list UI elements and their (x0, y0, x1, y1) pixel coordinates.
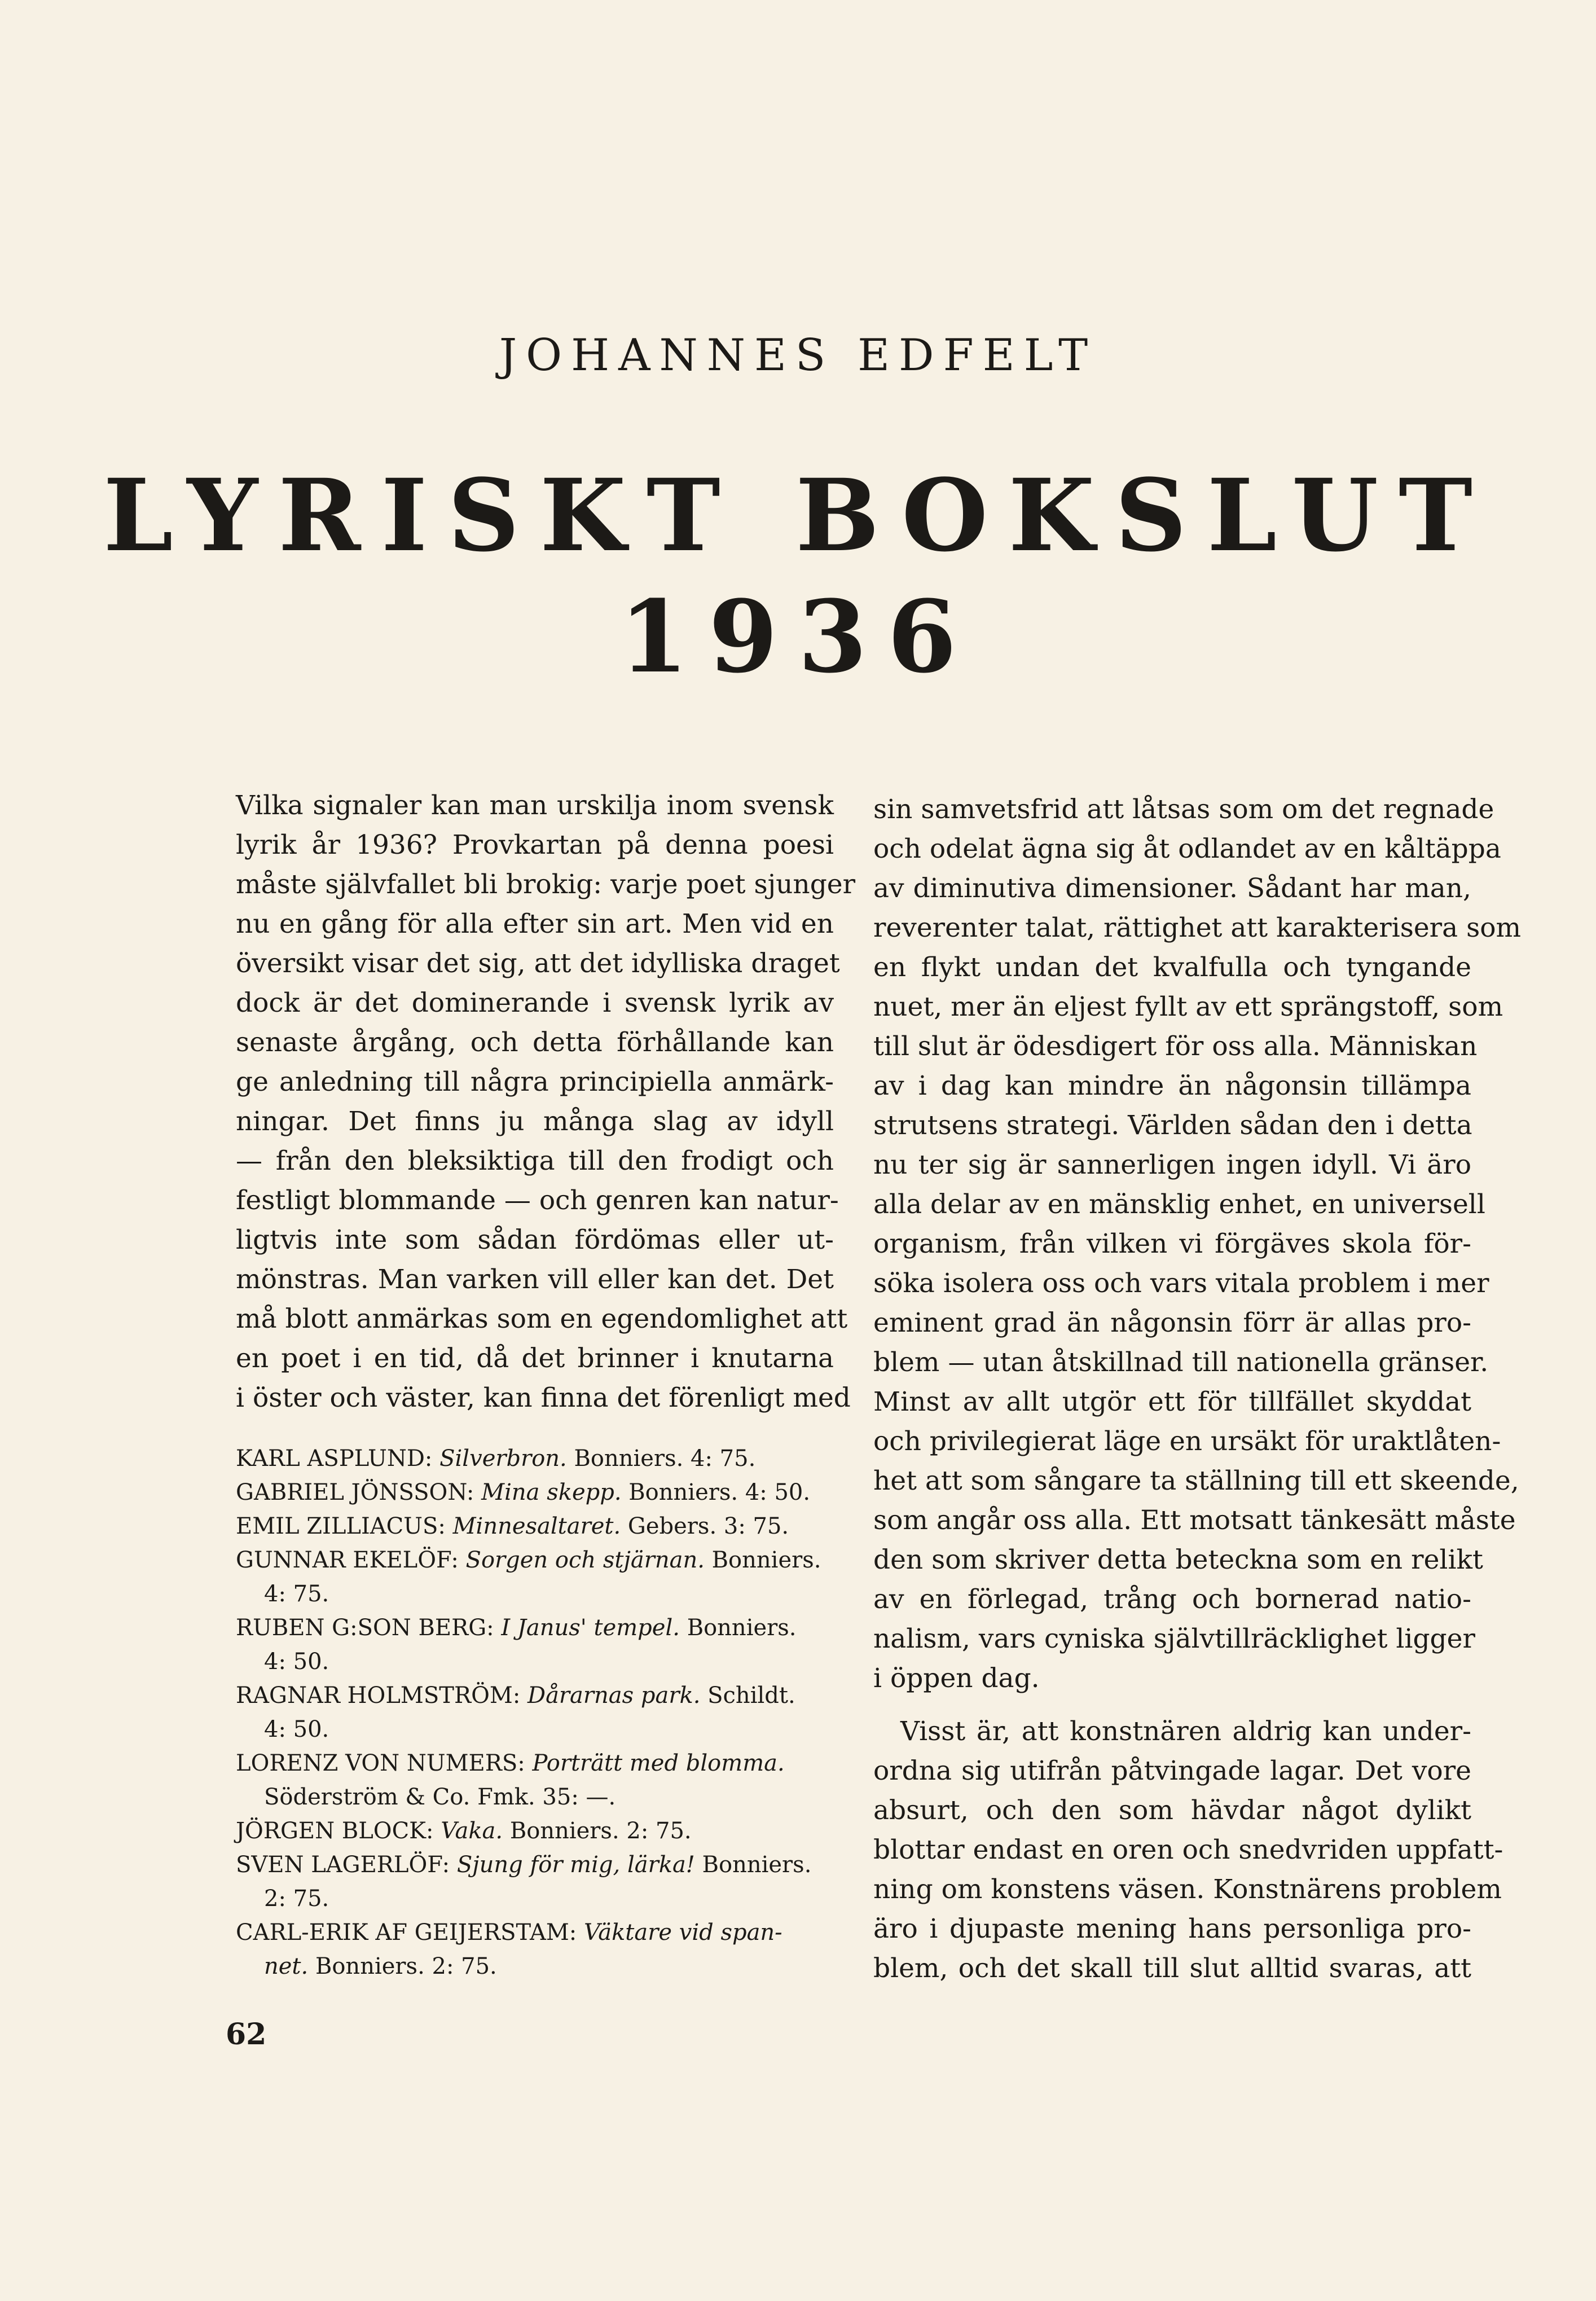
reference-price: 4: 50. (264, 1716, 329, 1742)
reference-entry (236, 1476, 834, 1509)
text-line: alla delar av en mänsklig enhet, en universell (873, 1189, 1485, 1220)
reference-author: EMIL ZILLIACUS: (236, 1513, 446, 1539)
reference-author: GUNNAR EKELÖF: (236, 1547, 459, 1573)
text-line: Minst av allt utgör ett för tillfället skyddat (873, 1386, 1471, 1417)
reference-entry (236, 1543, 834, 1611)
text-line: nalism, vars cyniska självtillräcklighet ligger (873, 1623, 1475, 1654)
reference-publisher: Schildt. (707, 1683, 795, 1709)
reference-title: Dårarnas park. (527, 1683, 701, 1709)
text-line: ge anledning till några principiella anmärk- (236, 1066, 834, 1097)
reference-entry (236, 1746, 834, 1814)
reference-author: SVEN LAGERLÖF: (236, 1852, 450, 1878)
text-line: nu ter sig är sannerligen ingen idyll. Vi äro (873, 1149, 1471, 1180)
reference-publisher: Bonniers. 4: 75. (574, 1446, 756, 1472)
reference-entry (236, 1442, 834, 1476)
text-line: sin samvetsfrid att låtsas som om det regnade (873, 794, 1494, 825)
reference-publisher: Bonniers. (687, 1615, 797, 1641)
reference-title: Mina skepp. (481, 1479, 622, 1505)
text-line: av en förlegad, trång och bornerad natio- (873, 1584, 1471, 1615)
text-line: strutsens strategi. Världen sådan den i detta (873, 1110, 1472, 1141)
reference-title-cont: net. (264, 1953, 309, 1979)
text-line: mönstras. Man varken vill eller kan det. Det (236, 1264, 834, 1295)
paragraph (873, 1712, 1503, 1988)
text-line: söka isolera oss och vars vitala problem i mer (873, 1268, 1489, 1299)
reference-author: LORENZ VON NUMERS: (236, 1750, 525, 1776)
reference-author: JÖRGEN BLOCK: (236, 1818, 434, 1844)
text-line: dock är det dominerande i svensk lyrik av (236, 987, 834, 1018)
text-line: till slut är ödesdigert för oss alla. Människan (873, 1031, 1478, 1062)
reference-publisher: Bonniers. (711, 1547, 821, 1573)
reference-title: Väktare vid span- (584, 1920, 782, 1946)
text-line: ningar. Det finns ju många slag av idyll (236, 1106, 834, 1137)
reference-publisher: Gebers. 3: 75. (627, 1513, 789, 1539)
author-name: JOHANNES EDFELT (499, 330, 1097, 381)
text-line: och odelat ägna sig åt odlandet av en kåltäppa (873, 833, 1501, 864)
text-line: absurt, och den som hävdar något dylikt (873, 1795, 1471, 1826)
reference-continuation (236, 1949, 834, 1983)
book-references (236, 1442, 834, 1983)
text-line: het att som sångare ta ställning till ett skeende, (873, 1465, 1519, 1496)
reference-author: GABRIEL JÖNSSON: (236, 1479, 474, 1505)
reference-author: RUBEN G:SON BERG: (236, 1615, 494, 1641)
reference-title: Vaka. (441, 1818, 503, 1844)
reference-publisher: Bonniers. 2: 75. (315, 1953, 497, 1979)
text-line: en flykt undan det kvalfulla och tyngande (873, 952, 1471, 983)
reference-price: 4: 75. (264, 1581, 329, 1607)
text-line: ligtvis inte som sådan fördömas eller ut- (236, 1224, 834, 1255)
reference-entry (236, 1679, 834, 1746)
reference-title: Minnesaltaret. (452, 1513, 621, 1539)
page-number: 62 (226, 2017, 267, 2052)
reference-entry (236, 1916, 834, 1983)
paragraph (873, 790, 1522, 1698)
text-line: Visst är, att konstnären aldrig kan under- (900, 1716, 1471, 1747)
text-line: ordna sig utifrån påtvingade lagar. Det vore (873, 1755, 1471, 1786)
text-line: må blott anmärkas som en egendomlighet att (236, 1303, 848, 1334)
text-line: äro i djupaste mening hans personliga pro- (873, 1913, 1471, 1944)
left-column-text (236, 786, 856, 1418)
reference-title: Sorgen och stjärnan. (465, 1547, 705, 1573)
reference-entry (236, 1509, 834, 1543)
reference-title: Sjung för mig, lärka! (456, 1852, 695, 1878)
reference-publisher: Bonniers. (702, 1852, 812, 1878)
reference-price: 4: 50. (264, 1649, 329, 1675)
text-line: eminent grad än någonsin förr är allas pro- (873, 1307, 1471, 1338)
text-line: lyrik år 1936? Provkartan på denna poesi (236, 829, 834, 860)
text-line: som angår oss alla. Ett motsatt tänkesätt måste (873, 1505, 1516, 1536)
right-column-text (873, 790, 1522, 1988)
article-year: 1936 (619, 578, 977, 695)
text-line: och privilegierat läge en ursäkt för uraktlåten- (873, 1426, 1501, 1457)
text-line: översikt visar det sig, att det idylliska draget (236, 948, 840, 979)
text-line: ning om konstens väsen. Konstnärens problem (873, 1874, 1502, 1905)
text-line: i öppen dag. (873, 1663, 1040, 1694)
text-line: — från den bleksiktiga till den frodigt och (236, 1145, 834, 1176)
text-line: organism, från vilken vi förgäves skola för- (873, 1228, 1471, 1259)
reference-author: RAGNAR HOLMSTRÖM: (236, 1683, 521, 1709)
text-line: nu en gång för alla efter sin art. Men vid en (236, 908, 834, 939)
text-line: i öster och väster, kan finna det förenligt med (236, 1382, 851, 1413)
reference-publisher: Bonniers. 2: 75. (509, 1818, 692, 1844)
text-line: blem, och det skall till slut alltid svaras, att (873, 1953, 1471, 1984)
text-line: reverenter talat, rättighet att karakterisera som (873, 912, 1522, 943)
reference-author: CARL-ERIK AF GEIJERSTAM: (236, 1920, 577, 1946)
reference-price: 2: 75. (264, 1886, 329, 1912)
text-line: av diminutiva dimensioner. Sådant har man, (873, 873, 1471, 904)
reference-title: Porträtt med blomma. (532, 1750, 785, 1776)
text-line: festligt blommande — och genren kan natur- (236, 1185, 839, 1216)
reference-entry (236, 1848, 834, 1916)
reference-publisher: Bonniers. 4: 50. (628, 1479, 811, 1505)
text-line: blottar endast en oren och snedvriden uppfatt- (873, 1834, 1503, 1865)
text-line: senaste årgång, och detta förhållande kan (236, 1027, 834, 1058)
article-title: LYRISKT BOKSLUT (103, 457, 1493, 574)
reference-title: I Janus' tempel. (501, 1615, 680, 1641)
text-line: nuet, mer än eljest fyllt av ett sprängstoff, som (873, 991, 1503, 1022)
reference-title: Silverbron. (439, 1446, 567, 1472)
text-line: blem — utan åtskillnad till nationella gränser. (873, 1347, 1489, 1378)
text-line: av i dag kan mindre än någonsin tillämpa (873, 1070, 1471, 1101)
text-line: Vilka signaler kan man urskilja inom svensk (236, 790, 834, 821)
text-line: måste självfallet bli brokig: varje poet sjunger (236, 869, 856, 900)
text-line: en poet i en tid, då det brinner i knutarna (236, 1343, 834, 1374)
reference-entry (236, 1814, 834, 1848)
text-line: den som skriver detta beteckna som en relikt (873, 1544, 1483, 1575)
reference-author: KARL ASPLUND: (236, 1446, 433, 1472)
reference-entry (236, 1611, 834, 1679)
reference-publisher: Söderström & Co. Fmk. 35: —. (264, 1784, 616, 1810)
